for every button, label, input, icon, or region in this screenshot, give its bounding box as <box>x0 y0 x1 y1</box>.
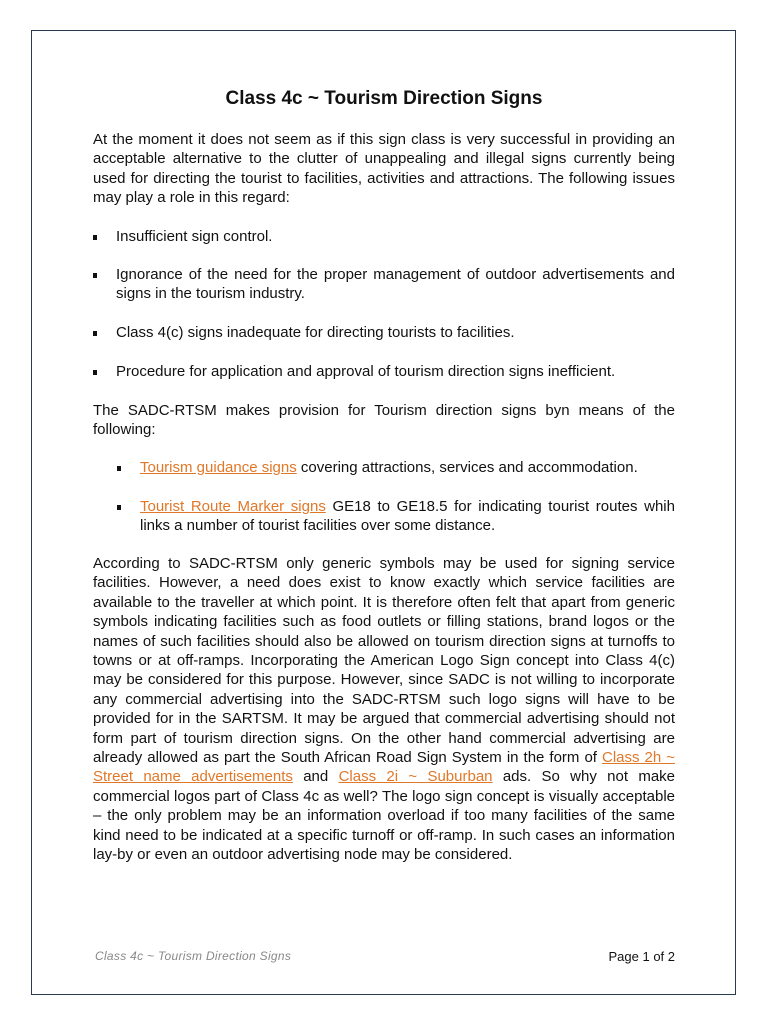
footer-title: Class 4c ~ Tourism Direction Signs <box>95 949 292 963</box>
intro-paragraph: At the moment it does not seem as if this sign class is very successful in providing an acceptable alternative to the clutter of unappealing and illegal signs currently being used for directing the tourist to facilities, activities and attractions. The following issues may play a role in this regard: <box>93 131 675 207</box>
class-2h-link[interactable]: Class 2h ~ Street name advertisements <box>93 749 675 786</box>
tourism-guidance-signs-link[interactable]: Tourism guidance signs <box>140 459 297 476</box>
page-title: Class 4c ~ Tourism Direction Signs <box>225 88 543 109</box>
body-paragraph: According to SADC-RTSM only generic symbols may be used for signing service facilities. However, a need does exist to know exactly which service facilities are available to the traveller at which point. It is therefore often felt that apart from generic symbols indicating facilities such as food outlets or filling stations, brand logos or the names of such facilities should also be allowed on tourism direction signs at turnoffs to towns or at off-ramps. Incorporating the American Logo Sign concept into Class 4(c) may be considered for this purpose. However, since SADC is not willing to incorporate any commercial advertising into the SADC-RTSM such logo signs will have to be provided for in the SARTSM. It may be argued that commercial advertising should not form part of tourism direction signs. On the other hand commercial advertising are already allowed as part the South African Road Sign System in the form of Class 2h ~ Street name advertisements and Class 2i ~ Suburban ads. So why not make commercial logos part of Class 4c as well? The logo sign concept is visually acceptable – the only problem may be an information overload if too many facilities of the same kind need to be indicated at a specific turnoff or off-ramp. In such cases an information lay-by or even an outdoor advertising node may be considered. <box>93 555 676 864</box>
class-2i-link[interactable]: Class 2i ~ Suburban <box>338 768 493 786</box>
tourist-route-marker-signs-link[interactable]: Tourist Route Marker signs <box>140 498 326 515</box>
provision-paragraph: The SADC-RTSM makes provision for Tourism direction signs byn means of the following: <box>93 402 675 439</box>
page-number: Page 1 of 2 <box>608 949 675 964</box>
